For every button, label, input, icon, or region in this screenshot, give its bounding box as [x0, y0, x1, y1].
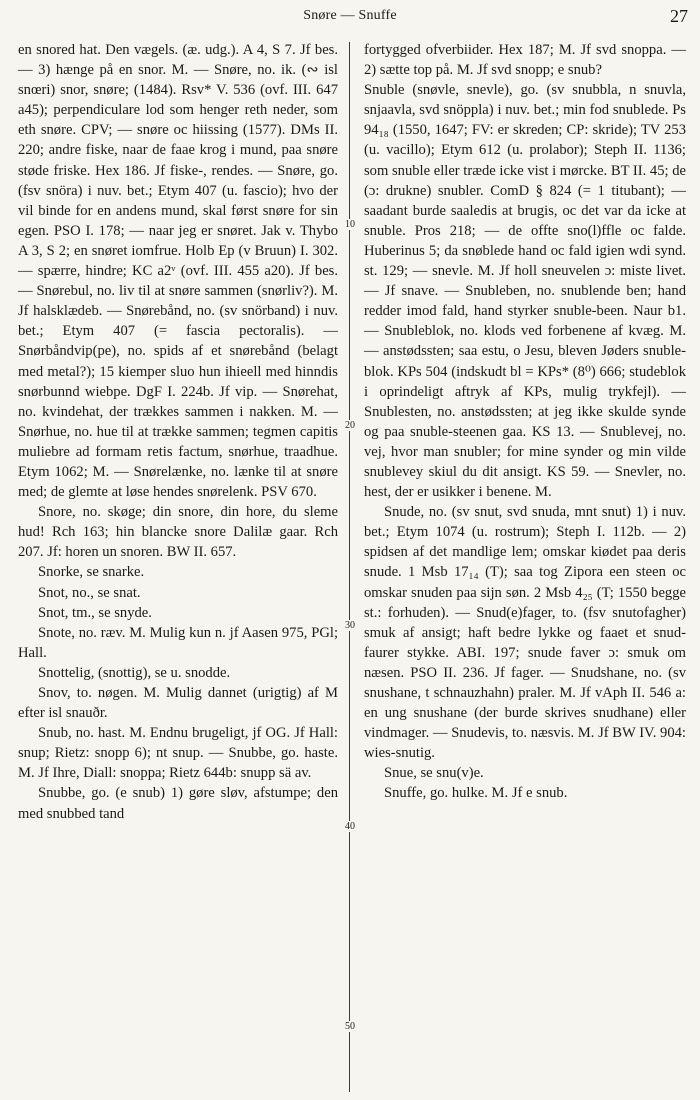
- line-number-marker: 30: [339, 620, 361, 631]
- dictionary-entry: Snot, tm., se snyde.: [38, 604, 152, 621]
- dictionary-entry: Snuffe, go. hulke. M. Jf e snub.: [384, 785, 568, 802]
- dictionary-entry: Snuble (snøvle, snevle), go. (sv snubbla, n snuvla, snjaavla, svd snöppla) i nuv. bet.; min fod snublede. Ps 94₁₈ (1550, 1647; FV: er skreden; CP: skride); TV 253 (u. vacillo); Etym 612 (u. prolabor); Steph II. 1136; som snuble eller træde icke vist i mørcke. BT II. 45; de (ɔ: drukne) snubler. ComD § 824 (= 1 titubant); — saadant burde saaledis at brugis, oc det var da icke at snuble. Pros 218; — de offte sno(l)ffle oc falde. Huberinus 5; da snøblede hand oc fald igien wdi synd. st. 129; — snevle. M. Jf holl sneuvelen ɔ: miste livet. — Jf snave. — Snubleben, no. snublende ben; hand redder imod fald, hand styrker snuble-been. Naur b1. — Snubleblok, no. klods ved forbenene af kvæg. M. — anstødssten; saa estu, o Jesu, bleven Jøders snuble-blok. KPs 504 (indskudt bl = KPs* (8⁰) 666; studeblok i oprindeligt aftryk af KPs, mulig trykfejl). — Snublesten, no. anstødssten; at jeg ikke skulde synde og paa snuble-steenen gaa. KS 13. — Snublevej, no. vej, hvor man snubler; for mine synder og min vilde snublevey skiul du dit ansigt. KS 59. — Snevler, no. hest, der er usikker i benene. M.: [364, 82, 686, 501]
- line-number-marker: 50: [339, 1021, 361, 1032]
- right-column: [364, 40, 686, 804]
- dictionary-entry: Snue, se snu(v)e.: [384, 765, 484, 782]
- column-divider: [349, 42, 350, 1092]
- line-number-marker: 10: [339, 219, 361, 230]
- line-number-marker: 20: [339, 420, 361, 431]
- left-column: [18, 40, 338, 824]
- dictionary-entry: Snorke, se snarke.: [38, 564, 145, 581]
- dictionary-entry: Snot, no., se snat.: [38, 584, 141, 601]
- running-title: Snøre — Snuffe: [303, 8, 397, 23]
- dictionary-entry: en snored hat. Den vægels. (æ. udg.). A 4, S 7. Jf bes. — 3) hænge på en snor. M. — Snøre, no. ik. (∾ isl snœri) snor, snøre; (1484). Rsv* V. 536 (ovf. III. 647 a45); perpendiculare lod som henger reth neder, som eth snøre. CPV; — snøre oc hiissing (1577). DMs II. 220; andre fiske, naar de faae krog i mund, paa snøre støde friske. Hex 186. Jf fiske-, rendes. — Snøre, go. (fsv snöra) i nuv. bet.; Etym 407 (u. fascio); hvo der vil binde for en andens mund, skal først snøre for sin egen. PSO I. 178; — naar jeg er snøret. Jak v. Thybo A 3, S 2; en snøret iomfrue. Holb Ep (v Bruun) I. 302. — spærre, hindre; KC a2ᵛ (ovf. III. 455 a20). Jf bes. — Snørebul, no. liv til at snøre sammen (snørliv?). M. Jf halsklædeb. — Snørebånd, no. (sv snörband) i nuv. bet.; Etym 407 (= fascia pectoralis). — Snørbåndvip(pe), no. spids af et snørebånd (belagt med metal?); 15 kiemper sluo hun ihieell med hinndis snørbunnd wiebpe. DgF I. 224b. Jf vip. — Snørehat, no. kvindehat, der trækkes sammen i nakken. M. — Snørhue, no. hue til at trække sammen; tegmen capitis muliebre ad formam retis factum, snørhue, traadhue. Etym 1062; M. — Snørelænke, no. lænke til at snøre med; de glemte at løse hendes snørelenk. PSV 670.: [18, 42, 338, 501]
- dictionary-entry: Snub, no. hast. M. Endnu brugeligt, jf OG. Jf Hall: snup; Rietz: snopp 6); nt snup. — Snubbe, go. haste. M. Jf Ihre, Diall: snoppa; Rietz 644b: snupp sä av.: [18, 725, 338, 782]
- dictionary-entry: Snore, no. skøge; din snore, din hore, du sleme hud! Rch 163; hin blancke snore Dalilæ gaar. Rch 207. Jf: horen un snoren. BW II. 657.: [18, 504, 338, 561]
- dictionary-entry: Snude, no. (sv snut, svd snuda, mnt snut) 1) i nuv. bet.; Etym 1074 (u. rostrum); Steph I. 112b. — 2) spidsen af det mandlige lem; omskar kiødet paa deris snude. 1 Msb 17₁₄ (T); saa tog Zipora een steen oc omskar snuden paa sijn søn. 2 Msb 4₂₅ (T; 1550 begge st.: forhuden). — Snud(e)fager, to. (fsv snutofagher) smuk af ansigt; haft bedre lykke og faaet et snud-faurer stykke. ABI. 197; snude faver ɔ: smuk om næsen. PSO II. 236. Jf fager. — Snudshane, no. (sv snushane, t schnauzhahn) praler. M. Jf vAph II. 546 a: en ung snushane (der burde skrives snudhane) eller vindmager. — Snudevis, to. næsvis. M. Jf BW IV. 904: wies-snutig.: [364, 504, 686, 762]
- dictionary-entry: Snote, no. ræv. M. Mulig kun n. jf Aasen 975, PGl; Hall.: [18, 624, 338, 661]
- dictionary-entry: Snov, to. nøgen. M. Mulig dannet (urigtig) af M efter isl snauðr.: [18, 685, 338, 722]
- dictionary-entry: Snottelig, (snottig), se u. snodde.: [38, 664, 231, 681]
- page-number: 27: [670, 6, 688, 26]
- dictionary-entry: Snubbe, go. (e snub) 1) gøre sløv, afstumpe; den med snubbed tand: [18, 785, 338, 822]
- page-header: [0, 6, 700, 32]
- line-number-marker: 40: [339, 821, 361, 832]
- dictionary-entry: fortygged ofverbiider. Hex 187; M. Jf svd snoppa. — 2) sætte top på. M. Jf svd snopp; e snub?: [364, 42, 686, 79]
